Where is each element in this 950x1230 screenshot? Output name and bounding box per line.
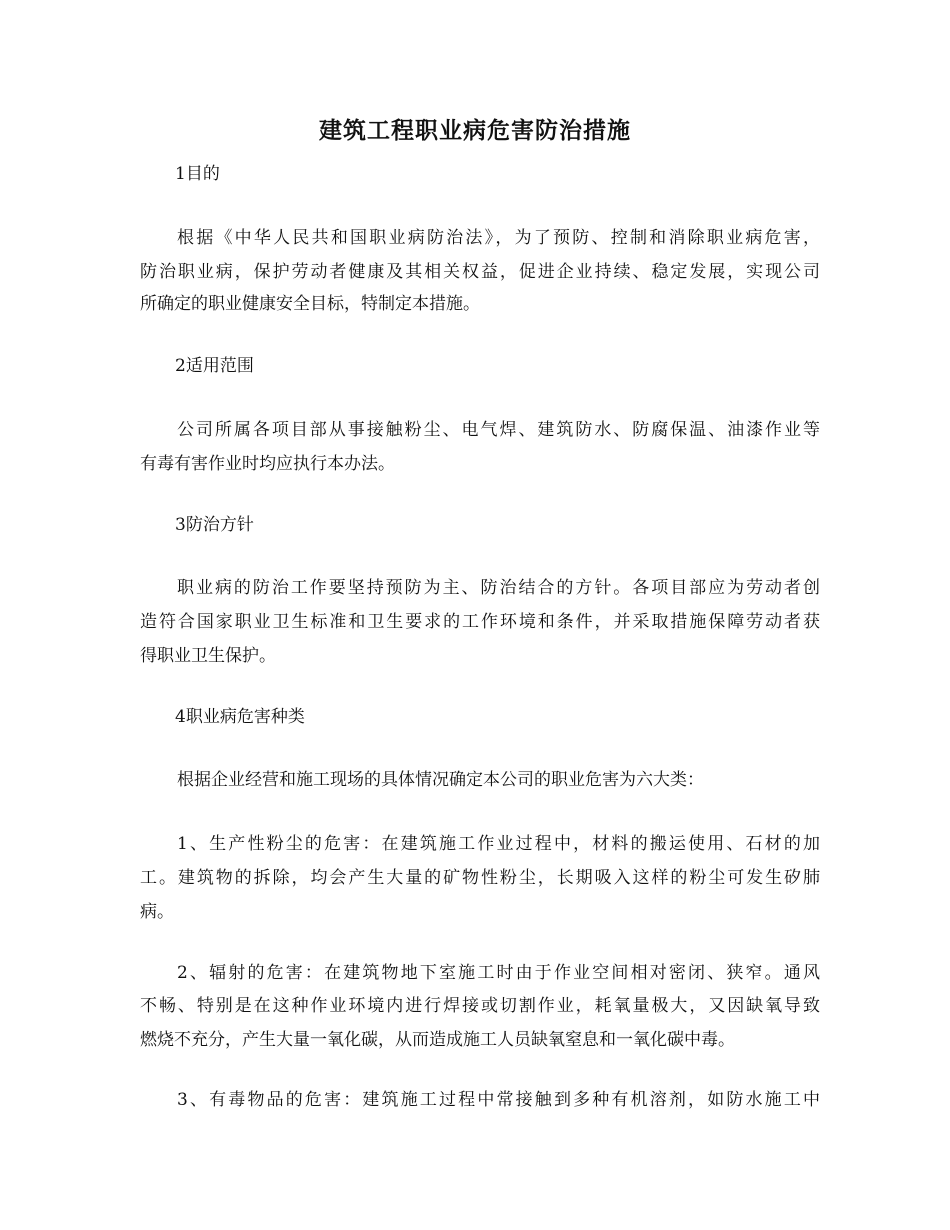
list-item-line: 不畅、特别是在这种作业环境内进行焊接或切割作业，耗氧量极大，又因缺氧导致	[140, 996, 820, 1016]
list-item-line: 工。建筑物的拆除，均会产生大量的矿物性粉尘，长期吸入这样的粉尘可发生矽肺	[140, 868, 820, 888]
document-title: 建筑工程职业病危害防治措施	[319, 117, 631, 144]
paragraph-line: 根据《中华人民共和国职业病防治法》，为了预防、控制和消除职业病危害，	[177, 228, 820, 248]
list-item-line: 3、有毒物品的危害：建筑施工过程中常接触到多种有机溶剂，如防水施工中	[177, 1090, 820, 1110]
list-item-line: 2、辐射的危害：在建筑物地下室施工时由于作业空间相对密闭、狭窄。通风	[177, 963, 820, 983]
list-item-line: 1、生产性粉尘的危害：在建筑施工作业过程中，材料的搬运使用、石材的加	[177, 834, 820, 854]
paragraph-line: 公司所属各项目部从事接触粉尘、电气焊、建筑防水、防腐保温、油漆作业等	[177, 420, 820, 440]
list-item-line: 病。	[140, 902, 174, 922]
list-item-line: 燃烧不充分，产生大量一氧化碳，从而造成施工人员缺氧窒息和一氧化碳中毒。	[140, 1030, 735, 1050]
paragraph-line: 职业病的防治工作要坚持预防为主、防治结合的方针。各项目部应为劳动者创	[177, 578, 820, 598]
paragraph-line: 造符合国家职业卫生标准和卫生要求的工作环境和条件，并采取措施保障劳动者获	[140, 612, 820, 632]
section-heading-purpose: 1目的	[175, 164, 220, 184]
paragraph-line: 根据企业经营和施工现场的具体情况确定本公司的职业危害为六大类：	[177, 770, 704, 790]
paragraph-line: 有毒有害作业时均应执行本办法。	[140, 454, 395, 474]
paragraph-line: 所确定的职业健康安全目标，特制定本措施。	[140, 294, 480, 314]
section-heading-scope: 2适用范围	[175, 356, 254, 376]
section-heading-policy: 3防治方针	[175, 515, 254, 535]
paragraph-line: 防治职业病，保护劳动者健康及其相关权益，促进企业持续、稳定发展，实现公司	[140, 262, 820, 282]
section-heading-hazard-types: 4职业病危害种类	[175, 707, 305, 727]
paragraph-line: 得职业卫生保护。	[140, 646, 276, 666]
